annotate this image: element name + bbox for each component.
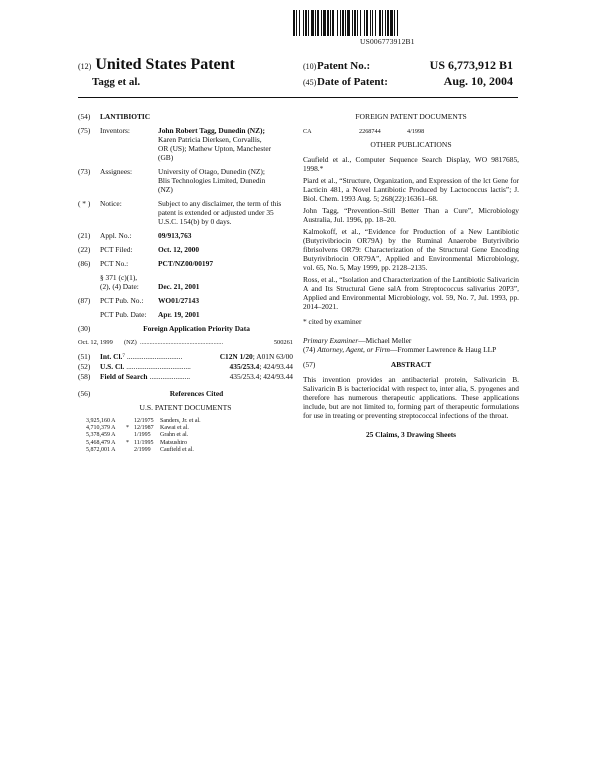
cited-by-examiner: * cited by examiner [303,317,362,326]
field-58: (58) Field of Search ...................... 435/253.4; 424/93.44 [78,372,293,381]
reference-row: 4,710,379 A * 12/1987 Kawai et al. [86,425,189,432]
barcode-bar [398,10,399,36]
field-21: (21) Appl. No.: 09/913,763 [78,231,192,240]
field-notice: ( * ) Notice: Subject to any disclaimer, the term of this patent is extended or adjusted under 35 U.S.C. 154(b) by 0 days. [78,199,282,226]
patent-no-label: Patent No.: [317,60,371,72]
reference-row: 5,468,479 A * 11/1995 Matsushiro [86,439,187,446]
barcode [293,10,515,36]
other-publications-title: OTHER PUBLICATIONS [370,140,452,149]
patent-subject: LANTIBIOTIC [100,112,151,121]
abstract-text: This invention provides an antibacterial protein, Salivaricin B. Salivaricin B is bacteriocidal with respect to, inter alia, S. pyogenes and therefore has numerous therapeutic applications. These applications include, but are not limited to, forming part of therapeutic formulations for use in treating or preventing streptococcal infections of the throat. [303,375,519,420]
date-label: Date of Patent: [317,76,388,88]
field-75-inventors: (75) Inventors: John Robert Tagg, Dunedin (NZ); Karen Patricia Dierksen, Corvallis, OR (US); Mathew Upton, Manchester (GB) [78,126,272,162]
foreign-docs-title: FOREIGN PATENT DOCUMENTS [355,112,467,121]
tag-10: (10) [303,62,317,71]
tag-12: (12) [78,62,92,71]
field-87: (87) PCT Pub. No.: WO01/27143 [78,296,200,305]
patent-header-left [78,56,235,88]
field-371: § 371 (c)(1), (2), (4) Date: Dec. 21, 2001 [100,273,200,291]
right-column [303,112,519,439]
field-52: (52) U.S. Cl. ................................... 435/253.4 ; 424/93.44 [78,362,293,371]
field-pct-pub-date: PCT Pub. Date: Apr. 19, 2001 [100,310,200,319]
field-86: (86) PCT No.: PCT/NZ00/00197 [78,259,214,268]
patent-title: United States Patent [95,56,235,73]
publication-3: John Tagg, “Prevention–Still Better Than a Cure”, Microbiology Australia, Jul. 1996, pp. 18–20. [303,206,519,224]
field-51: (51) Int. Cl. 7 .............................. C12N 1/20 ; A01N 63/00 [78,352,293,361]
left-column [78,112,293,454]
patent-date: Aug. 10, 2004 [443,74,513,88]
us-docs-title: U.S. PATENT DOCUMENTS [139,403,232,412]
publication-2: Piard et al., “Structure, Organization, and Expression of the lct Gene for Lacticin 481, a Novel Lantibiotic Produced by Lactococcus lactis”; J. Biol. Chem. 1993 Aug. 5; 268(22):16361–68. [303,176,519,203]
field-73-assignees: (73) Assignees: University of Otago, Dunedin (NZ); Blis Technologies Limited, Dunedin (NZ) [78,167,266,194]
publication-5: Ross, et al., “Isolation and Characterization of the Lantibiotic Salivaricin A and Its Structural Gene salA from Streptococcus salivarius 20P3”, Applied and Environmental Microbiology, vol. 59, No. 7, Jul. 1993, pp. 2014–2021. [303,275,519,311]
reference-row: 3,925,160 A 12/1975 Sanders, Jr. et al. [86,418,201,424]
publication-1: Caufield et al., Computer Sequence Search Display, WO 9817685, 1998.* [303,155,519,173]
abstract-heading: (57) ABSTRACT [303,360,432,369]
barcode-number: US006773912B1 [360,37,415,46]
reference-row: 5,378,459 A 1/1995 Grahn et al. [86,432,189,439]
field-22: (22) PCT Filed: Oct. 12, 2000 [78,245,200,254]
inventor-short: Tagg et al. [92,76,141,88]
field-30: (30) Foreign Application Priority Data [78,324,250,333]
field-54: (54) LANTIBIOTIC [78,112,293,121]
claims-count: 25 Claims, 3 Drawing Sheets [365,430,457,439]
header-rule [78,97,518,98]
patent-header-right [303,58,513,90]
attorney: (74) Attorney, Agent, or Firm—Frommer Lawrence & Haug LLP [303,345,497,354]
reference-row: 5,872,001 A 2/1999 Caufield et al. [86,446,194,453]
primary-examiner: Primary Examiner—Michael Meller [303,336,412,345]
foreign-doc-row: CA 2268744 4/1998 [303,128,425,135]
tag-45: (45) [303,78,317,87]
priority-row: Oct. 12, 1999 (NZ) .................................................... 500261 [78,339,293,346]
field-56: (56) References Cited [78,389,224,398]
patent-no: US 6,773,912 B1 [429,58,513,72]
references-list [78,418,293,454]
publication-4: Kalmokoff, et al., “Evidence for Production of a New Lantibiotic (Butyrivibriocin OR79A) by the Ruminal Anaerobe Butyrivibrio fibrisolvens OR79: Characterization of the Structural Gene Encoding Butyrivibriocin OR79A”, Applied and Environmental Microbiology, vol. 65, No. 5, May 1999, pp. 2128–2135. [303,227,519,272]
